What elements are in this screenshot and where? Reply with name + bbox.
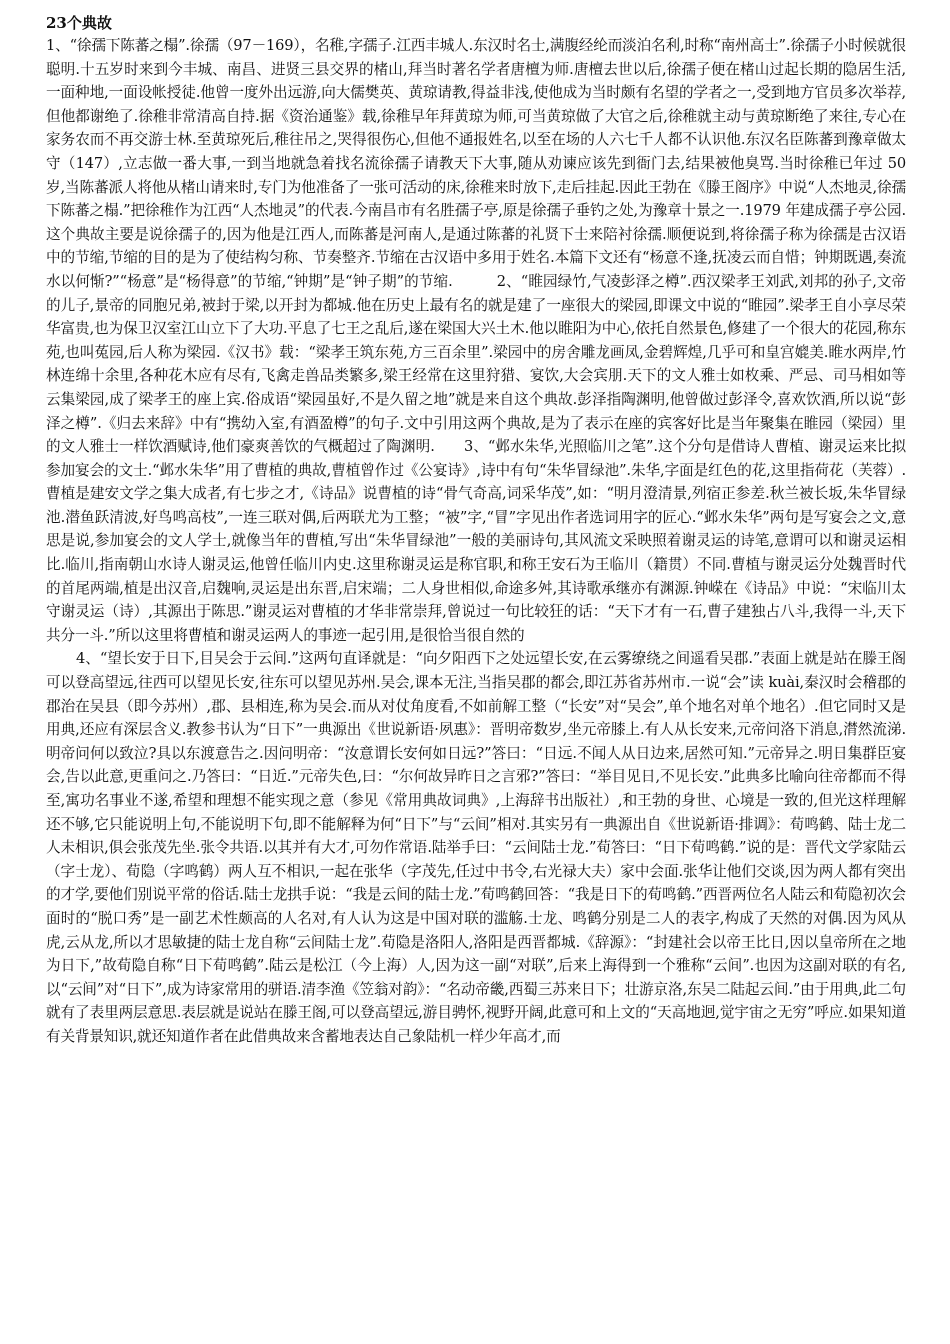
document-title: 23个典故 bbox=[46, 14, 112, 32]
paragraph-allusions-1-3: 1、“徐孺下陈蕃之榻”.徐孺（97－169），名稚,字孺子.江西丰城人.东汉时名士,满腹经纶而淡泊名利,时称“南州高士”.徐孺子小时候就很聪明.十五岁时来到今丰城、南昌、进贤三县交界的楮山,拜当时著名学者唐檀为师.唐檀去世以后,徐孺子便在楮山过起长期的隐居生活,一面种地,一面设帐授徒.他曾一度外出远游,向大儒樊英、黄琼请教,得益非浅,使他成为当时颇有名望的学者之一,受到地方官员多次举荐,但他都谢绝了.徐稚非常清高自持.据《资治通鉴》载,徐稚早年拜黄琼为师,可当黄琼做了大官之后,徐稚就主动与黄琼断绝了来往,专心在家务农而不再交游士林.至黄琼死后,稚往吊之,哭得很伤心,但他不通报姓名,以至在场的人六七千人都不认识他.东汉名臣陈蕃到豫章做太守（147）,立志做一番大事,一到当地就急着找名流徐孺子请教天下大事,随从劝谏应该先到衙门去,结果被他臭骂.当时徐稚已年过 50 岁,当陈蕃派人将他从楮山请来时,专门为他准备了一张可活动的床,徐稚来时放下,走后挂起.因此王勃在《滕王阁序》中说“人杰地灵,徐孺下陈蕃之榻.”把徐稚作为江西“人杰地灵”的代表.今南昌市有名胜孺子亭,原是徐孺子垂钓之处,为豫章十景之一.1979 年建成孺子亭公园. 这个典故主要是说徐孺子的,因为他是江西人,而陈蕃是河南人,是通过陈蕃的礼贤下士来陪衬徐孺.顺便说到,将徐孺子称为徐孺是古汉语中的节缩,节缩的目的是为了使结构匀称、节奏整齐.节缩在古汉语中多用于姓名.本篇下文还有“杨意不逢,抚凌云而自惜；钟期既遇,奏流水以何惭?”“杨意”是“杨得意”的节缩,“钟期”是“钟子期”的节缩. 2、“睢园绿竹,气凌彭泽之樽”.西汉梁孝王刘武,刘邦的孙子,文帝的儿子,景帝的同胞兄弟,被封于梁,以开封为都城.他在历史上最有名的就是建了一座很大的梁园,即课文中说的“睢园”.梁孝王自小享尽荣华富贵,也为保卫汉室江山立下了大功.平息了七王之乱后,遂在梁国大兴土木.他以睢阳为中心,依托自然景色,修建了一个很大的花园,称东苑,也叫菟园,后人称为梁园.《汉书》载：“梁孝王筑东苑,方三百余里”.梁园中的房舍雕龙画凤,金碧辉煌,几乎可和皇宫媲美.睢水两岸,竹林连绵十余里,各种花木应有尽有,飞禽走兽品类繁多,梁王经常在这里狩猎、宴饮,大会宾朋.天下的文人雅士如枚乘、严忌、司马相如等云集梁园,成了梁孝王的座上宾.俗成语“梁园虽好,不是久留之地”就是来自这个典故.彭泽指陶渊明,他曾做过彭泽令,喜欢饮酒,所以说“彭泽之樽”.《归去来辞》中有“携幼入室,有酒盈樽”的句子.文中引用这两个典故,是为了表示在座的宾客好比是当年聚集在睢园（梁园）里的文人雅士一样饮酒赋诗,他们豪爽善饮的气概超过了陶渊明. 3、“邺水朱华,光照临川之笔”.这个分句是借诗人曹植、谢灵运来比拟参加宴会的文士.“邺水朱华”用了曹植的典故,曹植曾作过《公宴诗》,诗中有句“朱华冒绿池”.朱华,字面是红色的花,这里指荷花（芙蓉）.曹植是建安文学之集大成者,有七步之才,《诗品》说曹植的诗“骨气奇高,词采华茂”,如：“明月澄清景,列宿正参差.秋兰被长坂,朱华冒绿池.潜鱼跃清波,好鸟鸣高枝”,一连三联对偶,后两联尤为工整；“被”字,“冒”字见出作者选词用字的匠心.“邺水朱华”两句是写宴会之文,意思是说,参加宴会的文人学士,就像当年的曹植,写出“朱华冒绿池”一般的美丽诗句,其风流文采映照着谢灵运的诗笔,意谓可以和谢灵运相比.临川,指南朝山水诗人谢灵运,他曾任临川内史.这里称谢灵运是称官职,和称王安石为王临川（籍贯）不同.曹植与谢灵运分处魏晋时代的首尾两端,植是出汉音,启魏响,灵运是出东晋,启宋端；二人身世相似,命途多舛,其诗歌承继亦有渊源.钟嵘在《诗品》中说：“宋临川太守谢灵运（诗）,其源出于陈思.”谢灵运对曹植的才华非常崇拜,曾说过一句比较狂的话：“天下才有一石,曹子建独占八斗,我得一斗,天下共分一斗.”所以这里将曹植和谢灵运两人的事迹一起引用,是很恰当很自然的 bbox=[46, 37, 950, 644]
paragraph-allusion-4: 4、“望长安于日下,目吴会于云间.”这两句直译就是：“向夕阳西下之处远望长安,在云雾缭绕之间遥看吴郡.”表面上就是站在滕王阁可以登高望远,往西可以望见长安,往东可以望见苏州.吴会,课本无注,当指吴郡的都会,即江苏省苏州市.一说“会”读 kuài,秦汉时会稽郡的郡治在吴县（即今苏州）,郡、县相连,称为吴会.而从对仗角度看,不如前解工整（“长安”对“吴会”,单个地名对单个地名）.但它同时又是用典,还应有深层含义.教参书认为“日下”一典源出《世说新语·夙惠》：晋明帝数岁,坐元帝膝上.有人从长安来,元帝问洛下消息,潸然流涕.明帝问何以致泣?具以东渡意告之.因问明帝：“汝意谓长安何如日远?”答曰：“日远.不闻人从日边来,居然可知.”元帝异之.明日集群臣宴会,告以此意,更重问之.乃答曰：“日近.”元帝失色,曰：“尔何故异昨日之言邪?”答曰：“举目见日,不见长安.”此典多比喻向往帝都而不得至,寓功名事业不遂,希望和理想不能实现之意（参见《常用典故词典》,上海辞书出版社）,和王勃的身世、心境是一致的,但光这样理解还不够,它只能说明上句,不能说明下句,即不能解释为何“日下”与“云间”相对.其实另有一典源出自《世说新语·排调》：荀鸣鹤、陆士龙二人未相识,俱会张茂先坐.张令共语.以其并有大才,可勿作常语.陆举手曰：“云间陆士龙.”荀答曰：“日下荀鸣鹤.”说的是：晋代文学家陆云（字士龙）、荀隐（字鸣鹤）两人互不相识,一起在张华（字茂先,任过中书令,右光禄大夫）家中会面.张华让他们交谈,因为两人都有突出的才学,要他们别说平常的俗话.陆士龙拱手说：“我是云间的陆士龙.”荀鸣鹤回答：“我是日下的荀鸣鹤.”西晋两位名人陆云和荀隐初次会面时的“脱口秀”是一副艺术性颇高的人名对,有人认为这是中国对联的滥觞.士龙、鸣鹤分别是二人的表字,构成了天然的对偶.因为风从虎,云从龙,所以才思敏捷的陆士龙自称“云间陆士龙”.荀隐是洛阳人,洛阳是西晋都城.《辞源》：“封建社会以帝王比日,因以皇帝所在之地为日下,”故荀隐自称“日下荀鸣鹤”.陆云是松江（今上海）人,因为这一副“对联”,后来上海得到一个雅称“云间”.也因为这副对联的有名,以“云间”对“日下”,成为诗家常用的骈语.清李渔《笠翁对韵》：“名动帝畿,西蜀三苏来日下；壮游京洛,东吴二陆起云间.”由于用典,此二句就有了表里两层意思.表层就是说站在滕王阁,可以登高望远,游目骋怀,视野开阔,此意可和上文的“天高地迥,觉宇宙之无穷”呼应.如果知道有关背景知识,就还知道作者在此借典故来含蓄地表达自己象陆机一样少年高才,而 bbox=[46, 650, 906, 1045]
